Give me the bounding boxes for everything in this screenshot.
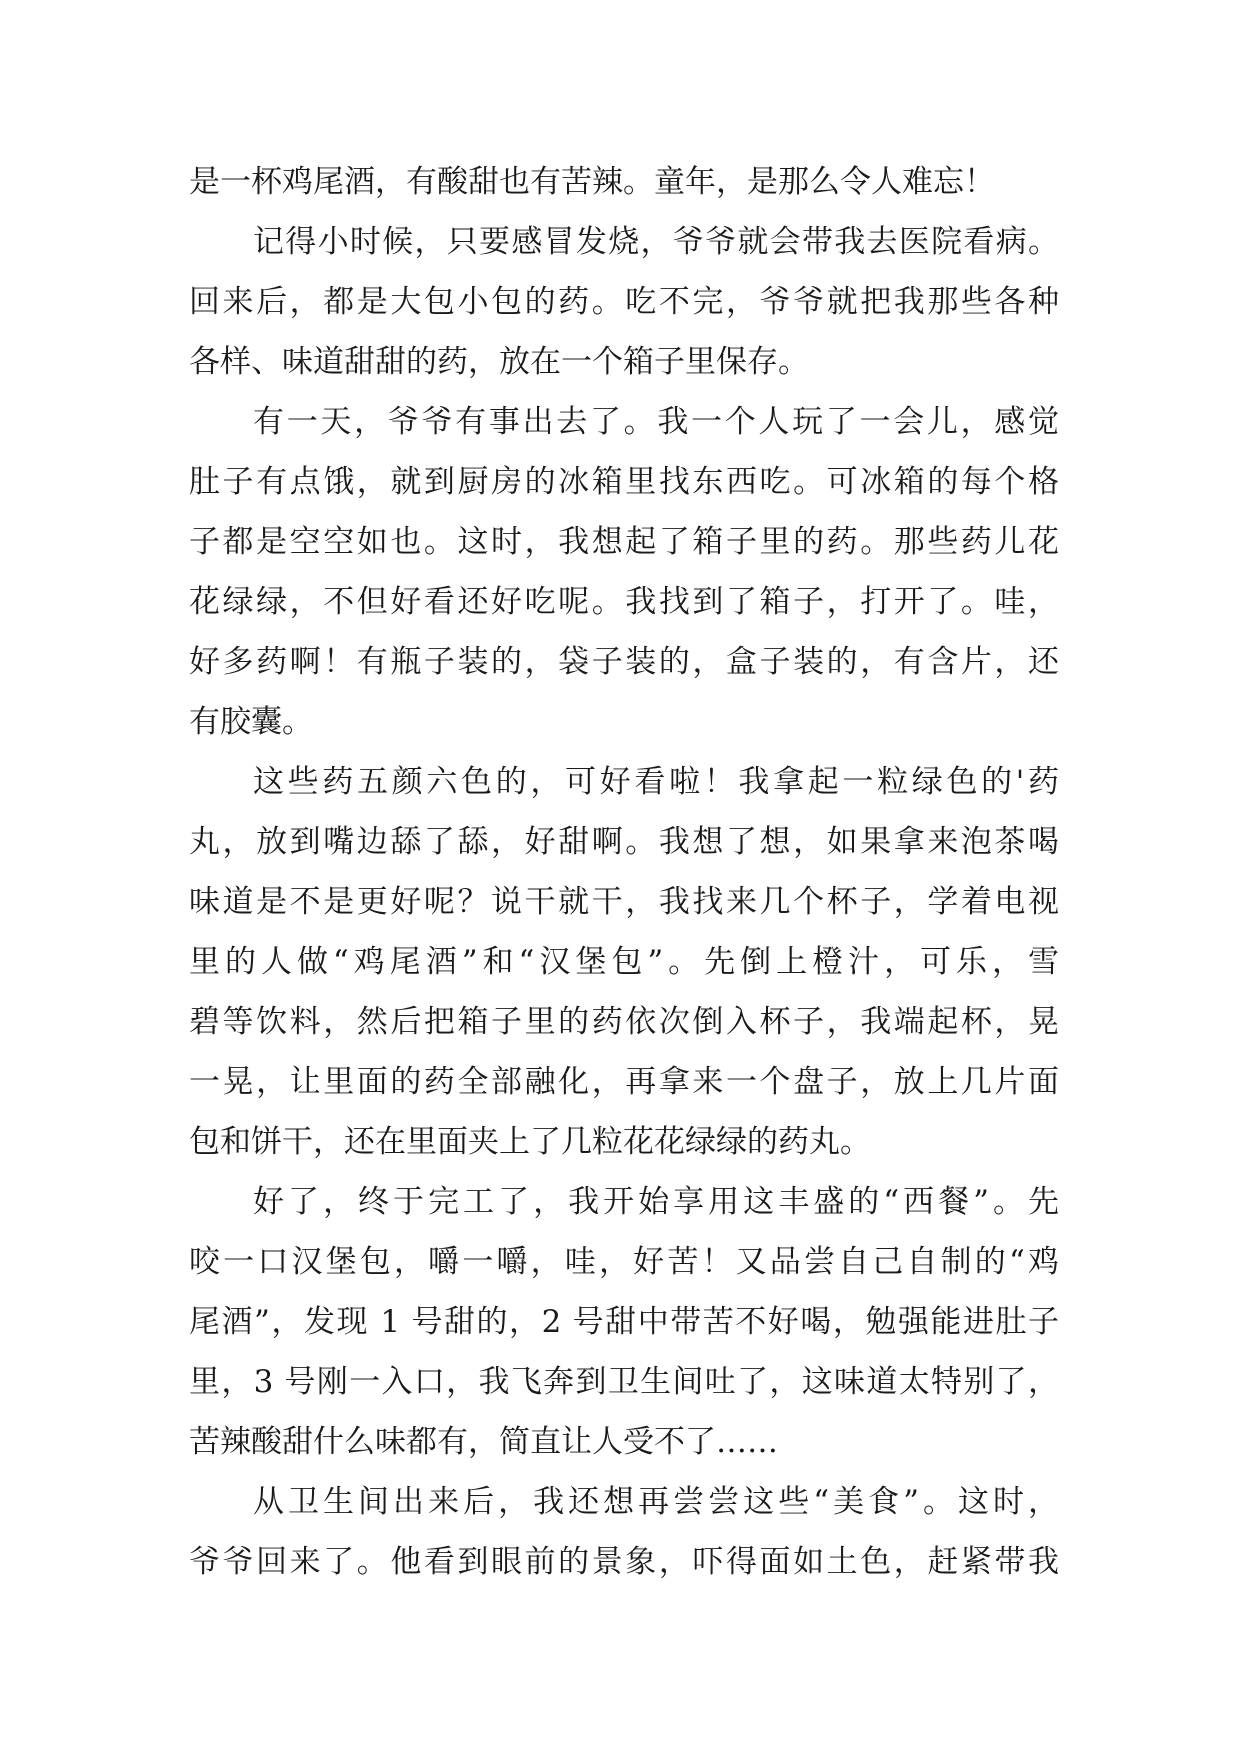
text-line: 是一杯鸡尾酒，有酸甜也有苦辣。童年，是那么令人难忘！: [189, 164, 995, 200]
text-line: 回来后，都是大包小包的药。吃不完，爷爷就把我那些各种: [189, 284, 1059, 320]
text-line: 尾酒”，发现 1 号甜的，2 号甜中带苦不好喝，勉强能进肚子: [189, 1304, 1059, 1340]
text-line: 里的人做“鸡尾酒”和“汉堡包”。先倒上橙汁，可乐，雪: [189, 944, 1059, 980]
text-line: 丸，放到嘴边舔了舔，好甜啊。我想了想，如果拿来泡茶喝: [189, 824, 1059, 860]
text-line: 记得小时候，只要感冒发烧，爷爷就会带我去医院看病。: [253, 224, 1059, 260]
text-line: 里，3 号刚一入口，我飞奔到卫生间吐了，这味道太特别了，: [189, 1364, 1059, 1400]
text-line: 花绿绿，不但好看还好吃呢。我找到了箱子，打开了。哇，: [189, 584, 1059, 620]
text-line: 碧等饮料，然后把箱子里的药依次倒入杯子，我端起杯，晃: [189, 1004, 1059, 1040]
text-line: 爷爷回来了。他看到眼前的景象，吓得面如土色，赶紧带我: [189, 1544, 1059, 1580]
text-line: 从卫生间出来后，我还想再尝尝这些“美食”。这时，: [253, 1484, 1059, 1520]
text-line: 这些药五颜六色的，可好看啦！我拿起一粒绿色的'药: [253, 764, 1059, 800]
text-line: 有胶囊。: [189, 704, 313, 740]
text-line: 各样、味道甜甜的药，放在一个箱子里保存。: [189, 344, 809, 380]
text-line: 一晃，让里面的药全部融化，再拿来一个盘子，放上几片面: [189, 1064, 1059, 1100]
text-line: 苦辣酸甜什么味都有，简直让人受不了……: [189, 1424, 778, 1460]
text-line: 味道是不是更好呢？说干就干，我找来几个杯子，学着电视: [189, 884, 1059, 920]
text-line: 咬一口汉堡包，嚼一嚼，哇，好苦！又品尝自己自制的“鸡: [189, 1244, 1059, 1280]
text-line: 子都是空空如也。这时，我想起了箱子里的药。那些药儿花: [189, 524, 1059, 560]
text-line: 好多药啊！有瓶子装的，袋子装的，盒子装的，有含片，还: [189, 644, 1059, 680]
text-line: 好了，终于完工了，我开始享用这丰盛的“西餐”。先: [253, 1184, 1059, 1220]
text-line: 肚子有点饿，就到厨房的冰箱里找东西吃。可冰箱的每个格: [189, 464, 1059, 500]
text-line: 包和饼干，还在里面夹上了几粒花花绿绿的药丸。: [189, 1124, 871, 1160]
essay-body: [189, 152, 1059, 1592]
text-line: 有一天，爷爷有事出去了。我一个人玩了一会儿，感觉: [253, 404, 1059, 440]
